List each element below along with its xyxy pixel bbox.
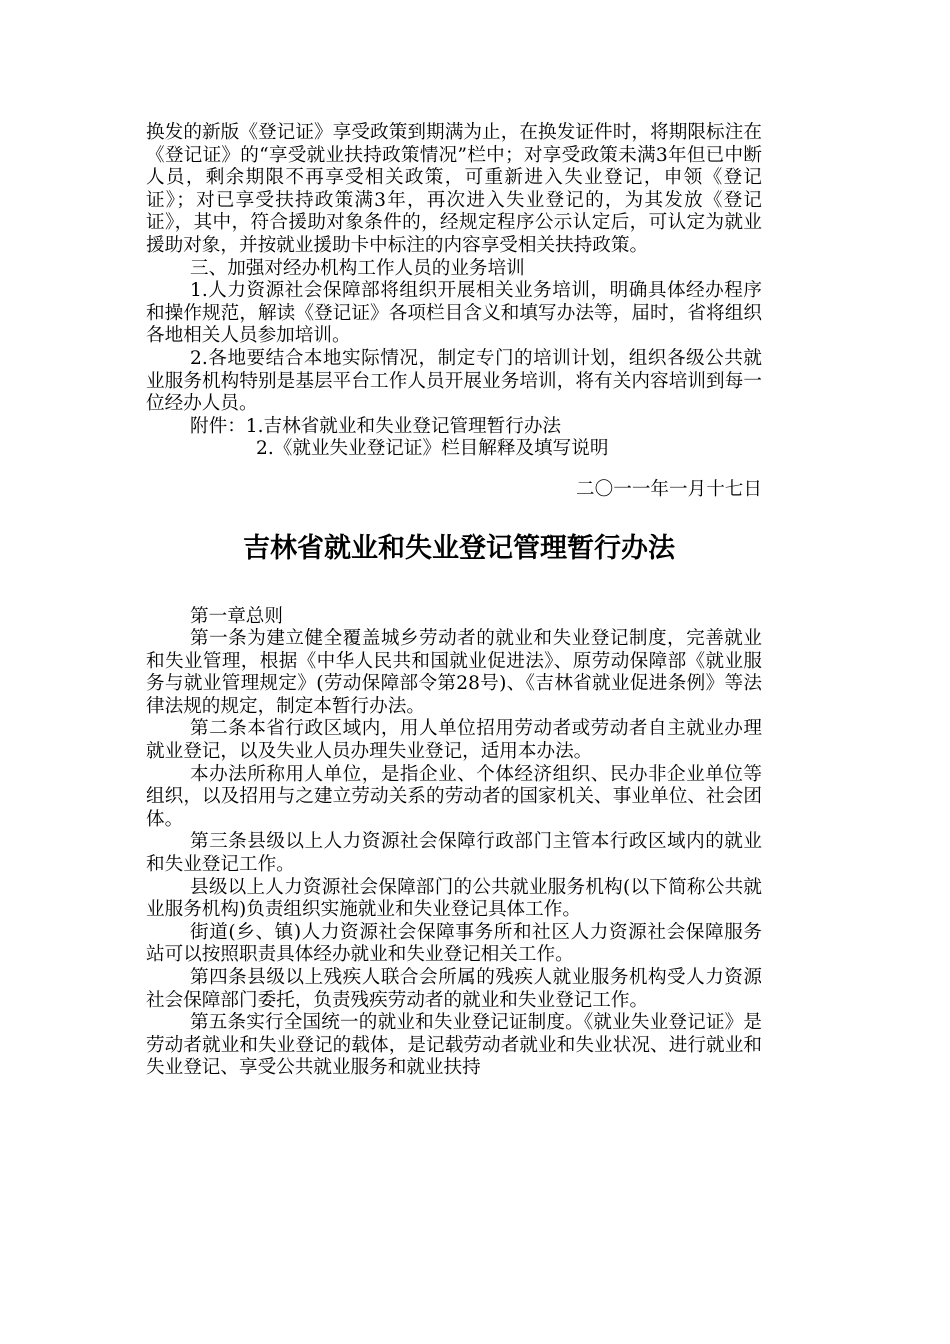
attachment-1: 附件：1.吉林省就业和失业登记管理暂行办法 — [190, 415, 562, 437]
paragraph-policy-continuation: 换发的新版《登记证》享受政策到期满为止，在换发证件时，将期限标注在《登记证》的“享受就业扶持政策情况”栏中；对享受政策未满3年但已中断人员，剩余期限不再享受相关政策，可重新进入失业登记，申领《登记证》；对已享受扶持政策满3年，再次进入失业登记的，为其发放《登记证》，其中，符合援助对象条件的，经规定程序公示认定后，可认定为就业援助对象，并按就业援助卡中标注的内容享受相关扶持政策。 — [146, 122, 762, 256]
article-3-agency: 县级以上人力资源社会保障部门的公共就业服务机构(以下简称公共就业服务机构)负责组织实施就业和失业登记具体工作。 — [146, 876, 762, 921]
document-date: 二〇一一年一月十七日 — [576, 478, 762, 500]
attachment-2: 2.《就业失业登记证》栏目解释及填写说明 — [256, 438, 609, 460]
article-3-street: 街道(乡、镇)人力资源社会保障事务所和社区人力资源社会保障服务站可以按照职责具体经办就业和失业登记相关工作。 — [146, 921, 762, 966]
article-3: 第三条县级以上人力资源社会保障行政部门主管本行政区域内的就业和失业登记工作。 — [146, 831, 762, 876]
chapter-heading: 第一章总则 — [190, 605, 283, 627]
document-title: 吉林省就业和失业登记管理暂行办法 — [243, 532, 675, 564]
paragraph-training-1: 1.人力资源社会保障部将组织开展相关业务培训，明确具体经办程序和操作规范，解读《登记证》各项栏目含义和填写办法等，届时，省将组织各地相关人员参加培训。 — [146, 280, 762, 347]
paragraph-training-2: 2.各地要结合本地实际情况，制定专门的培训计划，组织各级公共就业服务机构特别是基层平台工作人员开展业务培训，将有关内容培训到每一位经办人员。 — [146, 347, 762, 415]
article-2-definition: 本办法所称用人单位，是指企业、个体经济组织、民办非企业单位等组织，以及招用与之建立劳动关系的劳动者的国家机关、事业单位、社会团体。 — [146, 763, 762, 830]
heading-training: 三、加强对经办机构工作人员的业务培训 — [190, 257, 525, 279]
article-2: 第二条本省行政区域内，用人单位招用劳动者或劳动者自主就业办理就业登记，以及失业人员办理失业登记，适用本办法。 — [146, 718, 762, 763]
article-1: 第一条为建立健全覆盖城乡劳动者的就业和失业登记制度，完善就业和失业管理，根据《中华人民共和国就业促进法》、原劳动保障部《就业服务与就业管理规定》(劳动保障部令第28号)、《吉林省就业促进条例》等法律法规的规定，制定本暂行办法。 — [146, 628, 762, 717]
article-4: 第四条县级以上残疾人联合会所属的残疾人就业服务机构受人力资源社会保障部门委托，负责残疾劳动者的就业和失业登记工作。 — [146, 967, 762, 1011]
document-page — [146, 122, 762, 1080]
article-5: 第五条实行全国统一的就业和失业登记证制度。《就业失业登记证》是劳动者就业和失业登记的载体，是记载劳动者就业和失业状况、进行就业和失业登记、享受公共就业服务和就业扶持 — [146, 1012, 762, 1079]
